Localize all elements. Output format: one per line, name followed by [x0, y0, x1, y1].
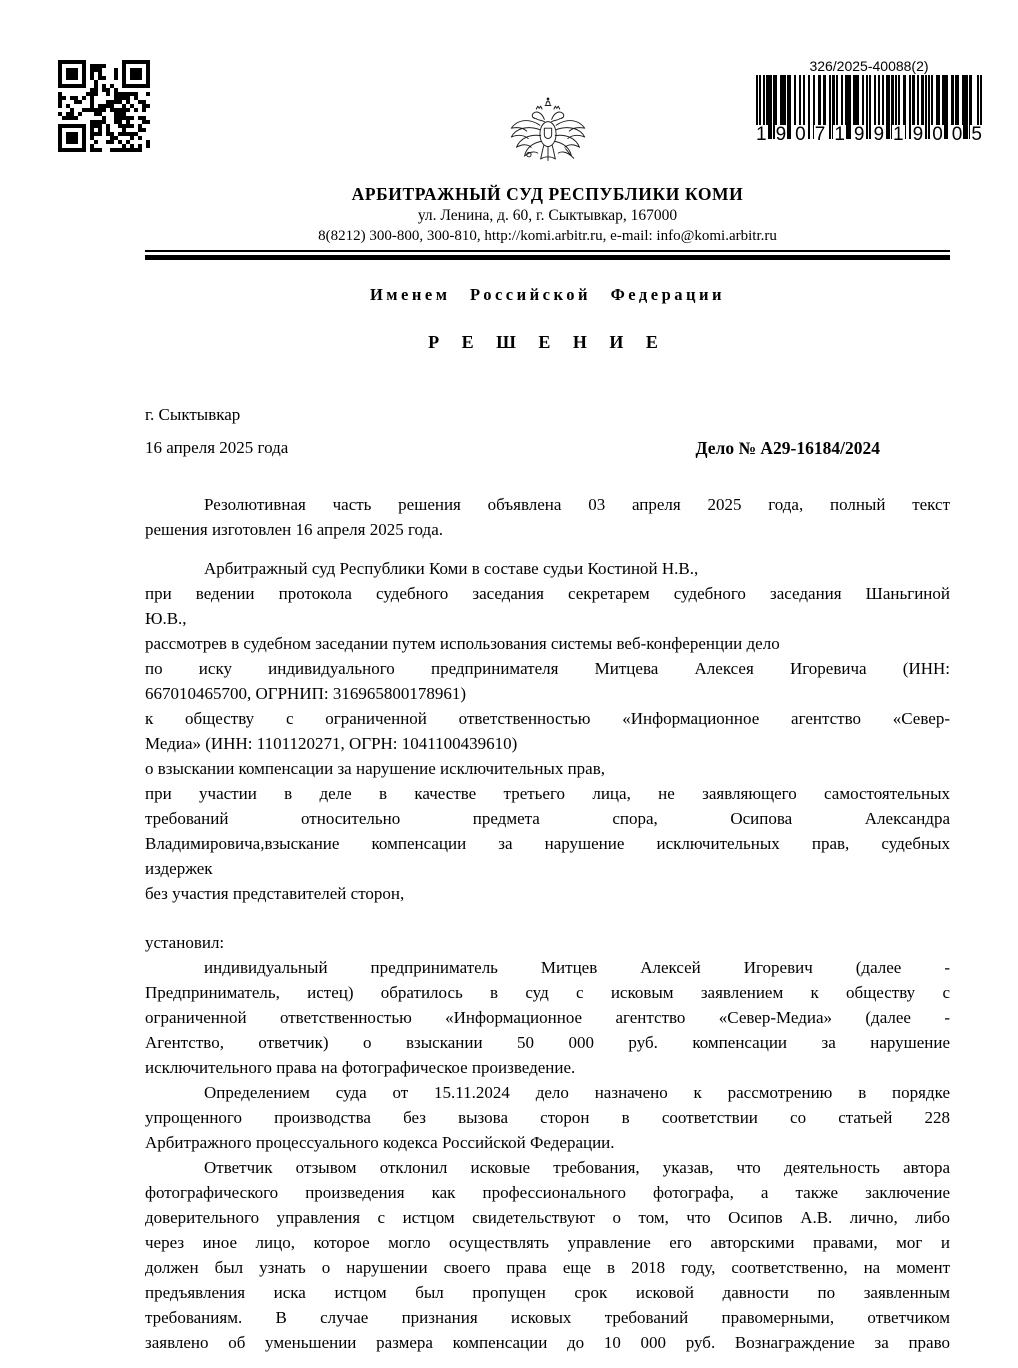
- body-line: заявлено об уменьшении размера компенсации до 10 000 руб. Вознаграждение за право: [145, 1333, 950, 1352]
- barcode-digit: 9: [912, 124, 924, 145]
- body-line: Агентство, ответчик) о взыскании 50 000 руб. компенсации за нарушение: [145, 1033, 950, 1052]
- barcode-digit: 9: [853, 124, 865, 145]
- body-line: при ведении протокола судебного заседания секретарем судебного заседания Шаньгиной: [145, 584, 950, 603]
- body-line: фотографического произведения как профессионального фотографа, а также заключение: [145, 1183, 950, 1202]
- barcode-digit: 0: [932, 124, 943, 145]
- barcode-digit: 5: [971, 124, 982, 145]
- body-line: Предприниматель, истец) обратилось в суд с исковым заявлением к обществу с: [145, 983, 950, 1002]
- barcode-digit: 1: [893, 124, 904, 145]
- body-line: без участия представителей сторон,: [145, 884, 405, 903]
- barcode-digit: 1: [756, 124, 767, 145]
- barcode-digit: 1: [834, 124, 845, 145]
- court-name: АРБИТРАЖНЫЙ СУД РЕСПУБЛИКИ КОМИ: [351, 184, 744, 204]
- body-line: Ю.В.,: [145, 609, 187, 628]
- body-line: индивидуальный предприниматель Митцев Алексей Игоревич (далее -: [204, 958, 950, 977]
- body-line: издержек: [145, 859, 213, 878]
- city-line: г. Сыктывкар: [145, 405, 241, 424]
- body-line: Арбитражного процессуального кодекса Российской Федерации.: [145, 1133, 615, 1152]
- body-line: требований относительно предмета спора, Осипова Александра: [145, 809, 950, 828]
- body-line: 667010465700, ОГРНИП: 316965800178961): [145, 684, 467, 703]
- barcode-digit: 0: [795, 124, 806, 145]
- barcode-digit: 9: [775, 124, 787, 145]
- case-number: Дело № А29-16184/2024: [695, 438, 880, 458]
- body-line: решения изготовлен 16 апреля 2025 года.: [145, 520, 443, 539]
- body-line: Владимировича,взыскание компенсации за нарушение исключительных прав, судебных: [145, 834, 950, 853]
- body-line: требованиям. В случае признания исковых требований правомерными, ответчиком: [145, 1308, 950, 1327]
- body-line: исключительного права на фотографическое произведение.: [145, 1058, 576, 1077]
- barcode-digits: [753, 125, 985, 145]
- decision-heading: Р Е Ш Е Н И Е: [428, 332, 667, 352]
- date-case-line: [145, 438, 950, 459]
- body-line: должен был узнать о нарушении своего права еще в 2018 году, соответственно, на момент: [145, 1258, 950, 1277]
- qr-code: [58, 60, 150, 152]
- body-line: через иное лицо, которое могло осуществлять управление его авторскими правами, мог и: [145, 1233, 950, 1252]
- body-line: о взыскании компенсации за нарушение исключительных прав,: [145, 759, 606, 778]
- court-contacts: 8(8212) 300-800, 300-810, http://komi.arbitr.ru, e-mail: info@komi.arbitr.ru: [318, 228, 777, 244]
- body-line: при участии в деле в качестве третьего лица, не заявляющего самостоятельных: [145, 784, 950, 803]
- body-line: доверительного управления с истцом свидетельствуют о том, что Осипов А.В. лично, либо: [145, 1208, 950, 1227]
- court-header: [145, 183, 950, 247]
- body-line: по иску индивидуального предпринимателя Митцева Алексея Игоревича (ИНН:: [145, 659, 950, 678]
- body-line: Резолютивная часть решения объявлена 03 апреля 2025 года, полный текст: [204, 495, 950, 514]
- court-address: ул. Ленина, д. 60, г. Сыктывкар, 167000: [417, 207, 678, 224]
- header-divider: [145, 250, 950, 260]
- in-the-name-heading: Именем Российской Федерации: [369, 285, 726, 304]
- body-line: рассмотрев в судебном заседании путем использования системы веб-конференции дело: [145, 634, 780, 653]
- barcode-digit: 7: [814, 124, 826, 145]
- body-line: предъявления иска истцом был пропущен срок исковой давности по заявленным: [145, 1283, 950, 1302]
- body-line: Арбитражный суд Республики Коми в составе судьи Костиной Н.В.,: [204, 559, 699, 578]
- decision-date: 16 апреля 2025 года: [145, 438, 289, 457]
- body-line: Ответчик отзывом отклонил исковые требования, указав, что деятельность автора: [204, 1158, 950, 1177]
- body-line: Медиа» (ИНН: 1101120271, ОГРН: 1041100439610): [145, 734, 518, 753]
- barcode-digit: 9: [873, 124, 885, 145]
- barcode-label: 326/2025-40088(2): [809, 58, 929, 74]
- body-line: упрощенного производства без вызова сторон в соответствии со статьей 228: [145, 1108, 950, 1127]
- body-line: ограниченной ответственностью «Информационное агентство «Север-Медиа» (далее -: [145, 1008, 950, 1027]
- barcode-digit: 0: [951, 124, 963, 145]
- body-line: установил:: [145, 933, 225, 952]
- body-line: Определением суда от 15.11.2024 дело назначено к рассмотрению в порядке: [204, 1083, 950, 1102]
- body-text: [145, 492, 950, 1355]
- body-line: к обществу с ограниченной ответственностью «Информационное агентство «Север-: [145, 709, 950, 728]
